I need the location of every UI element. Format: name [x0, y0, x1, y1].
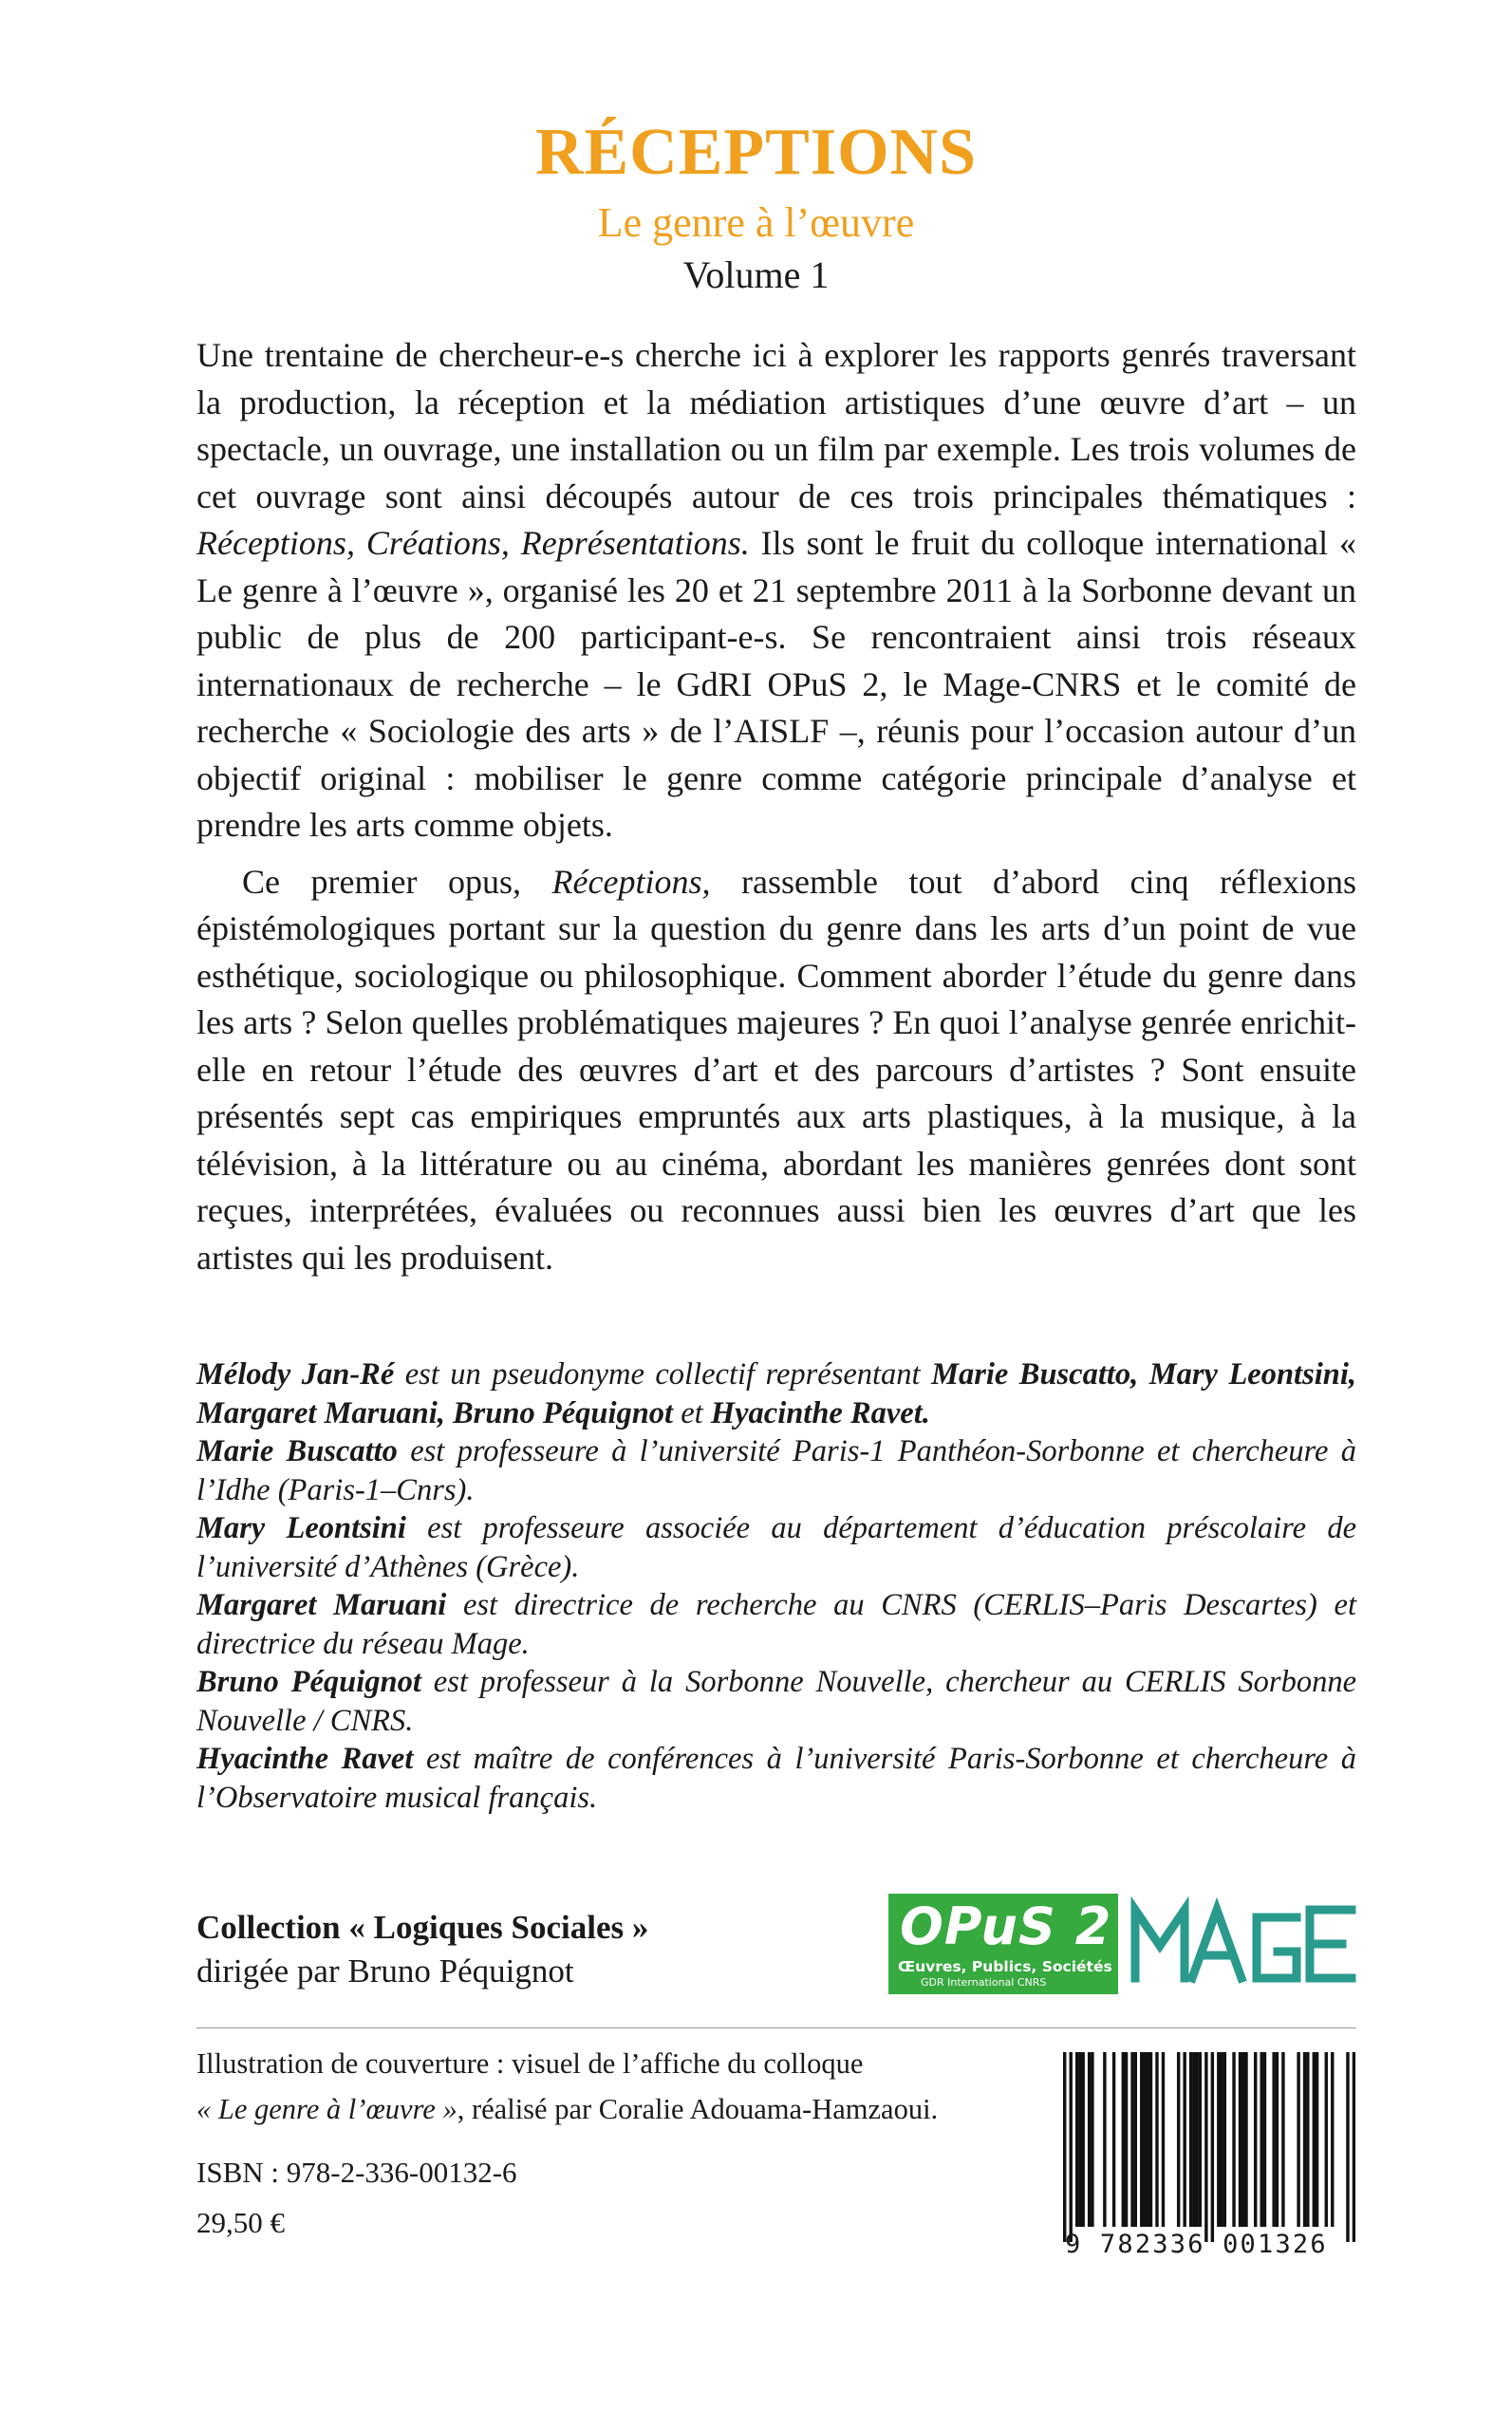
- barcode-bar: [1177, 2052, 1180, 2227]
- barcode-digits: 9 782336 001326: [1065, 2230, 1328, 2259]
- author-bio: Margaret Maruani est directrice de recherche au CNRS (CERLIS–Paris Descartes) et directrice du réseau Mage.: [196, 1588, 1356, 1661]
- barcode-bar: [1297, 2052, 1299, 2227]
- barcode-bar: [1204, 2052, 1207, 2242]
- barcode-bar: [1103, 2052, 1106, 2227]
- barcode-bar: [1063, 2052, 1066, 2242]
- barcode-bar: [1313, 2052, 1316, 2227]
- barcode-bar: [1346, 2052, 1349, 2242]
- barcode-bar: [1075, 2052, 1078, 2227]
- barcode-bar: [1143, 2052, 1146, 2227]
- author-bios: [196, 1355, 1356, 1817]
- barcode-bar: [1331, 2052, 1334, 2227]
- barcode-bar: [1281, 2052, 1284, 2227]
- barcode-bar: [1069, 2052, 1072, 2242]
- author-bio: Bruno Péquignot est professeur à la Sorbonne Nouvelle, chercheur au CERLIS Sorbonne Nouvelle / CNRS.: [196, 1665, 1356, 1738]
- barcode-bar: [1125, 2052, 1128, 2227]
- credit-line-1: Illustration de couverture : visuel de l’affiche du colloque: [196, 2047, 864, 2080]
- barcode-bar: [1239, 2052, 1241, 2227]
- barcode-bar: [1260, 2052, 1262, 2227]
- barcode-bar: [1241, 2052, 1244, 2227]
- barcode-bar: [1149, 2052, 1152, 2227]
- barcode-bar: [1263, 2052, 1266, 2227]
- opus-logo-tagline: Œuvres, Publics, Sociétés: [898, 1958, 1112, 1975]
- price: 29,50 €: [196, 2206, 285, 2239]
- collection-director: dirigée par Bruno Péquignot: [196, 1952, 574, 1990]
- author-bio: Marie Buscatto est professeure à l’université Paris-1 Panthéon-Sorbonne et chercheure à l’Idhe (Paris-1–Cnrs).: [196, 1434, 1356, 1507]
- collection-info: [196, 1906, 648, 1993]
- isbn: ISBN : 978-2-336-00132-6: [196, 2156, 517, 2189]
- barcode-bar: [1134, 2052, 1137, 2227]
- opus-logo-subtagline: GDR International CNRS: [921, 1976, 1047, 1989]
- barcode-bar: [1303, 2052, 1306, 2227]
- barcode-bar: [1183, 2052, 1185, 2227]
- author-bio: Mélody Jan-Ré est un pseudonyme collectif représentant Marie Buscatto, Mary Leontsini, Margaret Maruani, Bruno Péquignot et Hyacinthe Ravet.: [196, 1357, 1356, 1430]
- barcode-bar: [1147, 2052, 1149, 2227]
- barcode-bar: [1211, 2052, 1214, 2242]
- author-bio: Mary Leontsini est professeure associée au département d’éducation préscolaire de l’université d’Athènes (Grèce).: [196, 1511, 1356, 1584]
- book-subtitle: Le genre à l’œuvre: [597, 199, 915, 246]
- opus-logo: [888, 1894, 1118, 1994]
- barcode-bar: [1088, 2052, 1091, 2227]
- book-title: RÉCEPTIONS: [534, 116, 978, 189]
- author-bio: Hyacinthe Ravet est maître de conférences à l’université Paris-Sorbonne et chercheure à l’Observatoire musical français.: [196, 1742, 1356, 1815]
- barcode-bar: [1155, 2052, 1158, 2227]
- barcode-bar: [1272, 2052, 1275, 2227]
- header: [0, 114, 1512, 300]
- cover-credits: [196, 2041, 1051, 2132]
- barcode-bar: [1081, 2052, 1084, 2227]
- barcode-bar: [1078, 2052, 1081, 2227]
- barcode-bar: [1112, 2052, 1115, 2227]
- barcode-bar: [1220, 2052, 1223, 2227]
- volume-label: Volume 1: [682, 253, 830, 296]
- mage-logo: [1129, 1896, 1357, 1988]
- barcode-bar: [1353, 2052, 1355, 2242]
- blurb-paragraph-1: Une trentaine de chercheur-e-s cherche ici à explorer les rapports genrés traversant la production, la réception et la médiation artistiques d’une œuvre d’art – un spectacle, un ouvrage, une installation ou un film par exemple. Les trois volumes de cet ouvrage sont ainsi découpés autour de ces trois principales thématiques : Réceptions, Créations, Représentations. Ils sont le fruit du colloque international « Le genre à l’œuvre », organisé les 20 et 21 septembre 2011 à la Sorbonne devant un public de plus de 200 participant-e-s. Se rencontraient ainsi trois réseaux internationaux de recherche – le GdRI OPuS 2, le Mage-CNRS et le comité de recherche « Sociologie des arts » de l’AISLF –, réunis pour l’occasion autour d’un objectif original : mobiliser le genre comme catégorie principale d’analyse et prendre les arts comme objets.: [196, 336, 1356, 844]
- barcode-bar: [1199, 2052, 1202, 2227]
- divider: [196, 2027, 1356, 2028]
- barcode-bar: [1140, 2052, 1143, 2227]
- barcode-bar: [1217, 2052, 1220, 2227]
- barcode-bar: [1325, 2052, 1328, 2227]
- opus-logo-name: OPuS 2: [900, 1896, 1112, 1956]
- blurb-paragraph-2: Ce premier opus, Réceptions, rassemble tout d’abord cinq réflexions épistémologiques portant sur la question du genre dans les arts d’un point de vue esthétique, sociologique ou philosophique. Comment aborder l’étude du genre dans les arts ? Selon quelles problématiques majeures ? En quoi l’analyse genrée enrichit-elle en retour l’étude des œuvres d’art et des parcours d’artistes ? Sont ensuite présentés sept cas empiriques empruntés aux arts plastiques, à la musique, à la télévision, à la littérature ou au cinéma, abordant les manières genrées dont sont reçues, interprétées, évaluées ou reconnues aussi bien les œuvres d’art que les artistes qui les produisent.: [196, 862, 1356, 1277]
- barcode-bar: [1122, 2052, 1125, 2227]
- barcode-bar: [1316, 2052, 1318, 2227]
- barcode-bar: [1091, 2052, 1093, 2227]
- blurb: [196, 332, 1356, 1281]
- collection-name: Collection « Logiques Sociales »: [196, 1909, 649, 1946]
- barcode-bar: [1276, 2052, 1279, 2227]
- barcode-bar: [1244, 2052, 1247, 2227]
- barcode-bar: [1254, 2052, 1257, 2227]
- barcode-bar: [1195, 2052, 1198, 2227]
- credit-line-2: « Le genre à l’œuvre », réalisé par Coralie Adouama-Hamzaoui.: [196, 2093, 939, 2125]
- barcode-bar: [1306, 2052, 1309, 2227]
- barcode-bar: [1130, 2052, 1133, 2227]
- barcode-bar: [1223, 2052, 1226, 2227]
- barcode-bar: [1192, 2052, 1195, 2227]
- barcode-bar: [1189, 2052, 1192, 2227]
- barcode-bar: [1162, 2052, 1165, 2227]
- barcode-bar: [1232, 2052, 1235, 2227]
